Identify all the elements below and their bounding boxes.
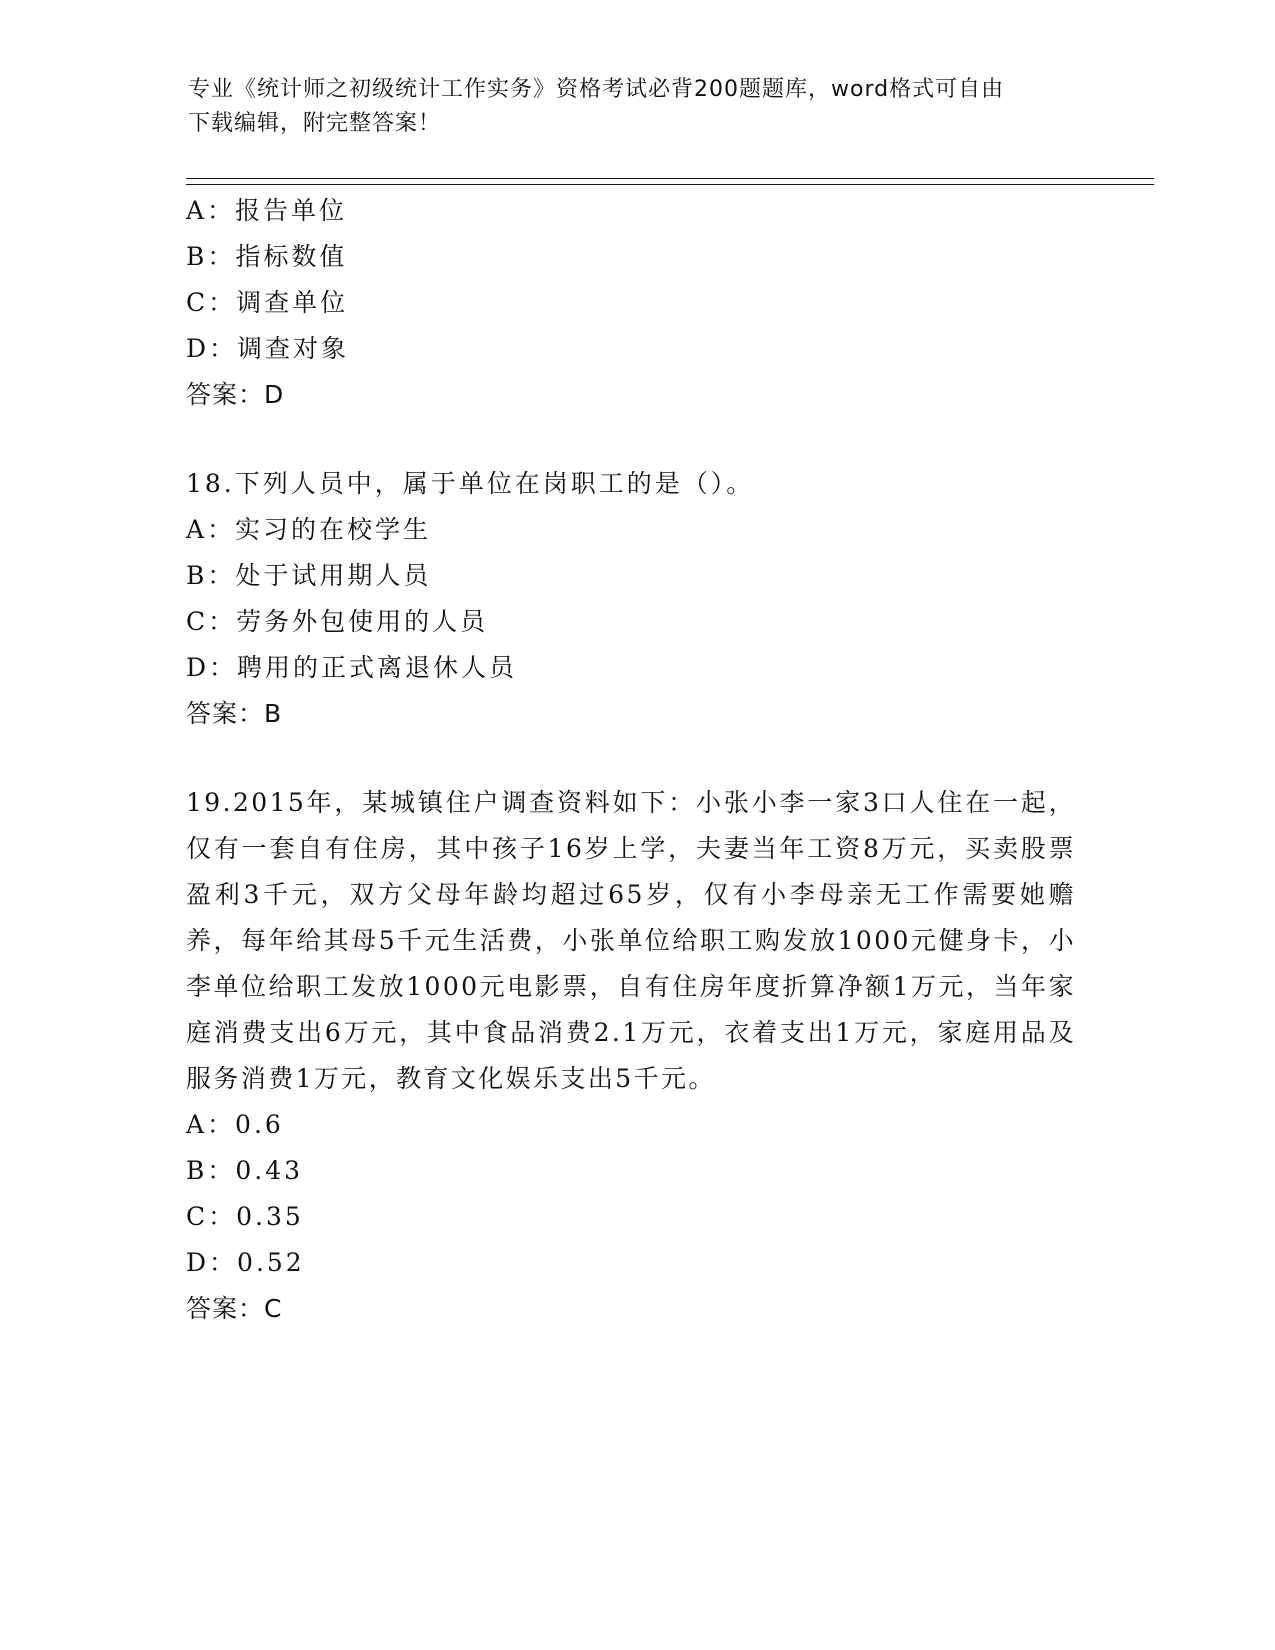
- option-c: C：0.35: [186, 1202, 304, 1231]
- question-text: 18.下列人员中，属于单位在岗职工的是（）。: [186, 469, 755, 498]
- option-d: D：0.52: [186, 1248, 305, 1277]
- option-b: B：处于试用期人员: [186, 561, 432, 590]
- option-d: D：调查对象: [186, 334, 350, 363]
- answer: 答案：D: [186, 380, 285, 409]
- header-line-2: 下载编辑，附完整答案！: [188, 111, 442, 136]
- option-d: D：聘用的正式离退休人员: [186, 653, 518, 682]
- option-c: C：劳务外包使用的人员: [186, 607, 489, 636]
- option-b: B：指标数值: [186, 242, 348, 271]
- question-17-block: [186, 188, 1086, 418]
- answer: 答案：C: [186, 1294, 283, 1323]
- question-19-block: [186, 780, 1086, 1332]
- option-c: C：调查单位: [186, 288, 349, 317]
- spacer: [186, 418, 1086, 461]
- option-a: A：0.6: [186, 1110, 284, 1139]
- question-18-block: [186, 461, 1086, 737]
- header-line-1: 专业《统计师之初级统计工作实务》资格考试必背200题题库，word格式可自由: [188, 77, 1005, 102]
- option-a: A：报告单位: [186, 196, 348, 225]
- spacer: [186, 737, 1086, 780]
- answer: 答案：B: [186, 699, 283, 728]
- question-list: [186, 188, 1086, 1332]
- header-divider: [186, 178, 1154, 185]
- question-text: 19.2015年，某城镇住户调查资料如下：小张小李一家3口人住在一起，仅有一套自有住房，其中孩子16岁上学，夫妻当年工资8万元，买卖股票盈利3千元，双方父母年龄均超过65岁，仅有小李母亲无工作需要她赡养，每年给其母5千元生活费，小张单位给职工购发放1000元健身卡，小李单位给职工发放1000元电影票，自有住房年度折算净额1万元，当年家庭消费支出6万元，其中食品消费2.1万元，衣着支出1万元，家庭用品及服务消费1万元，教育文化娱乐支出5千元。: [186, 788, 1076, 1093]
- option-a: A：实习的在校学生: [186, 515, 432, 544]
- document-header: [188, 73, 1088, 141]
- option-b: B：0.43: [186, 1156, 304, 1185]
